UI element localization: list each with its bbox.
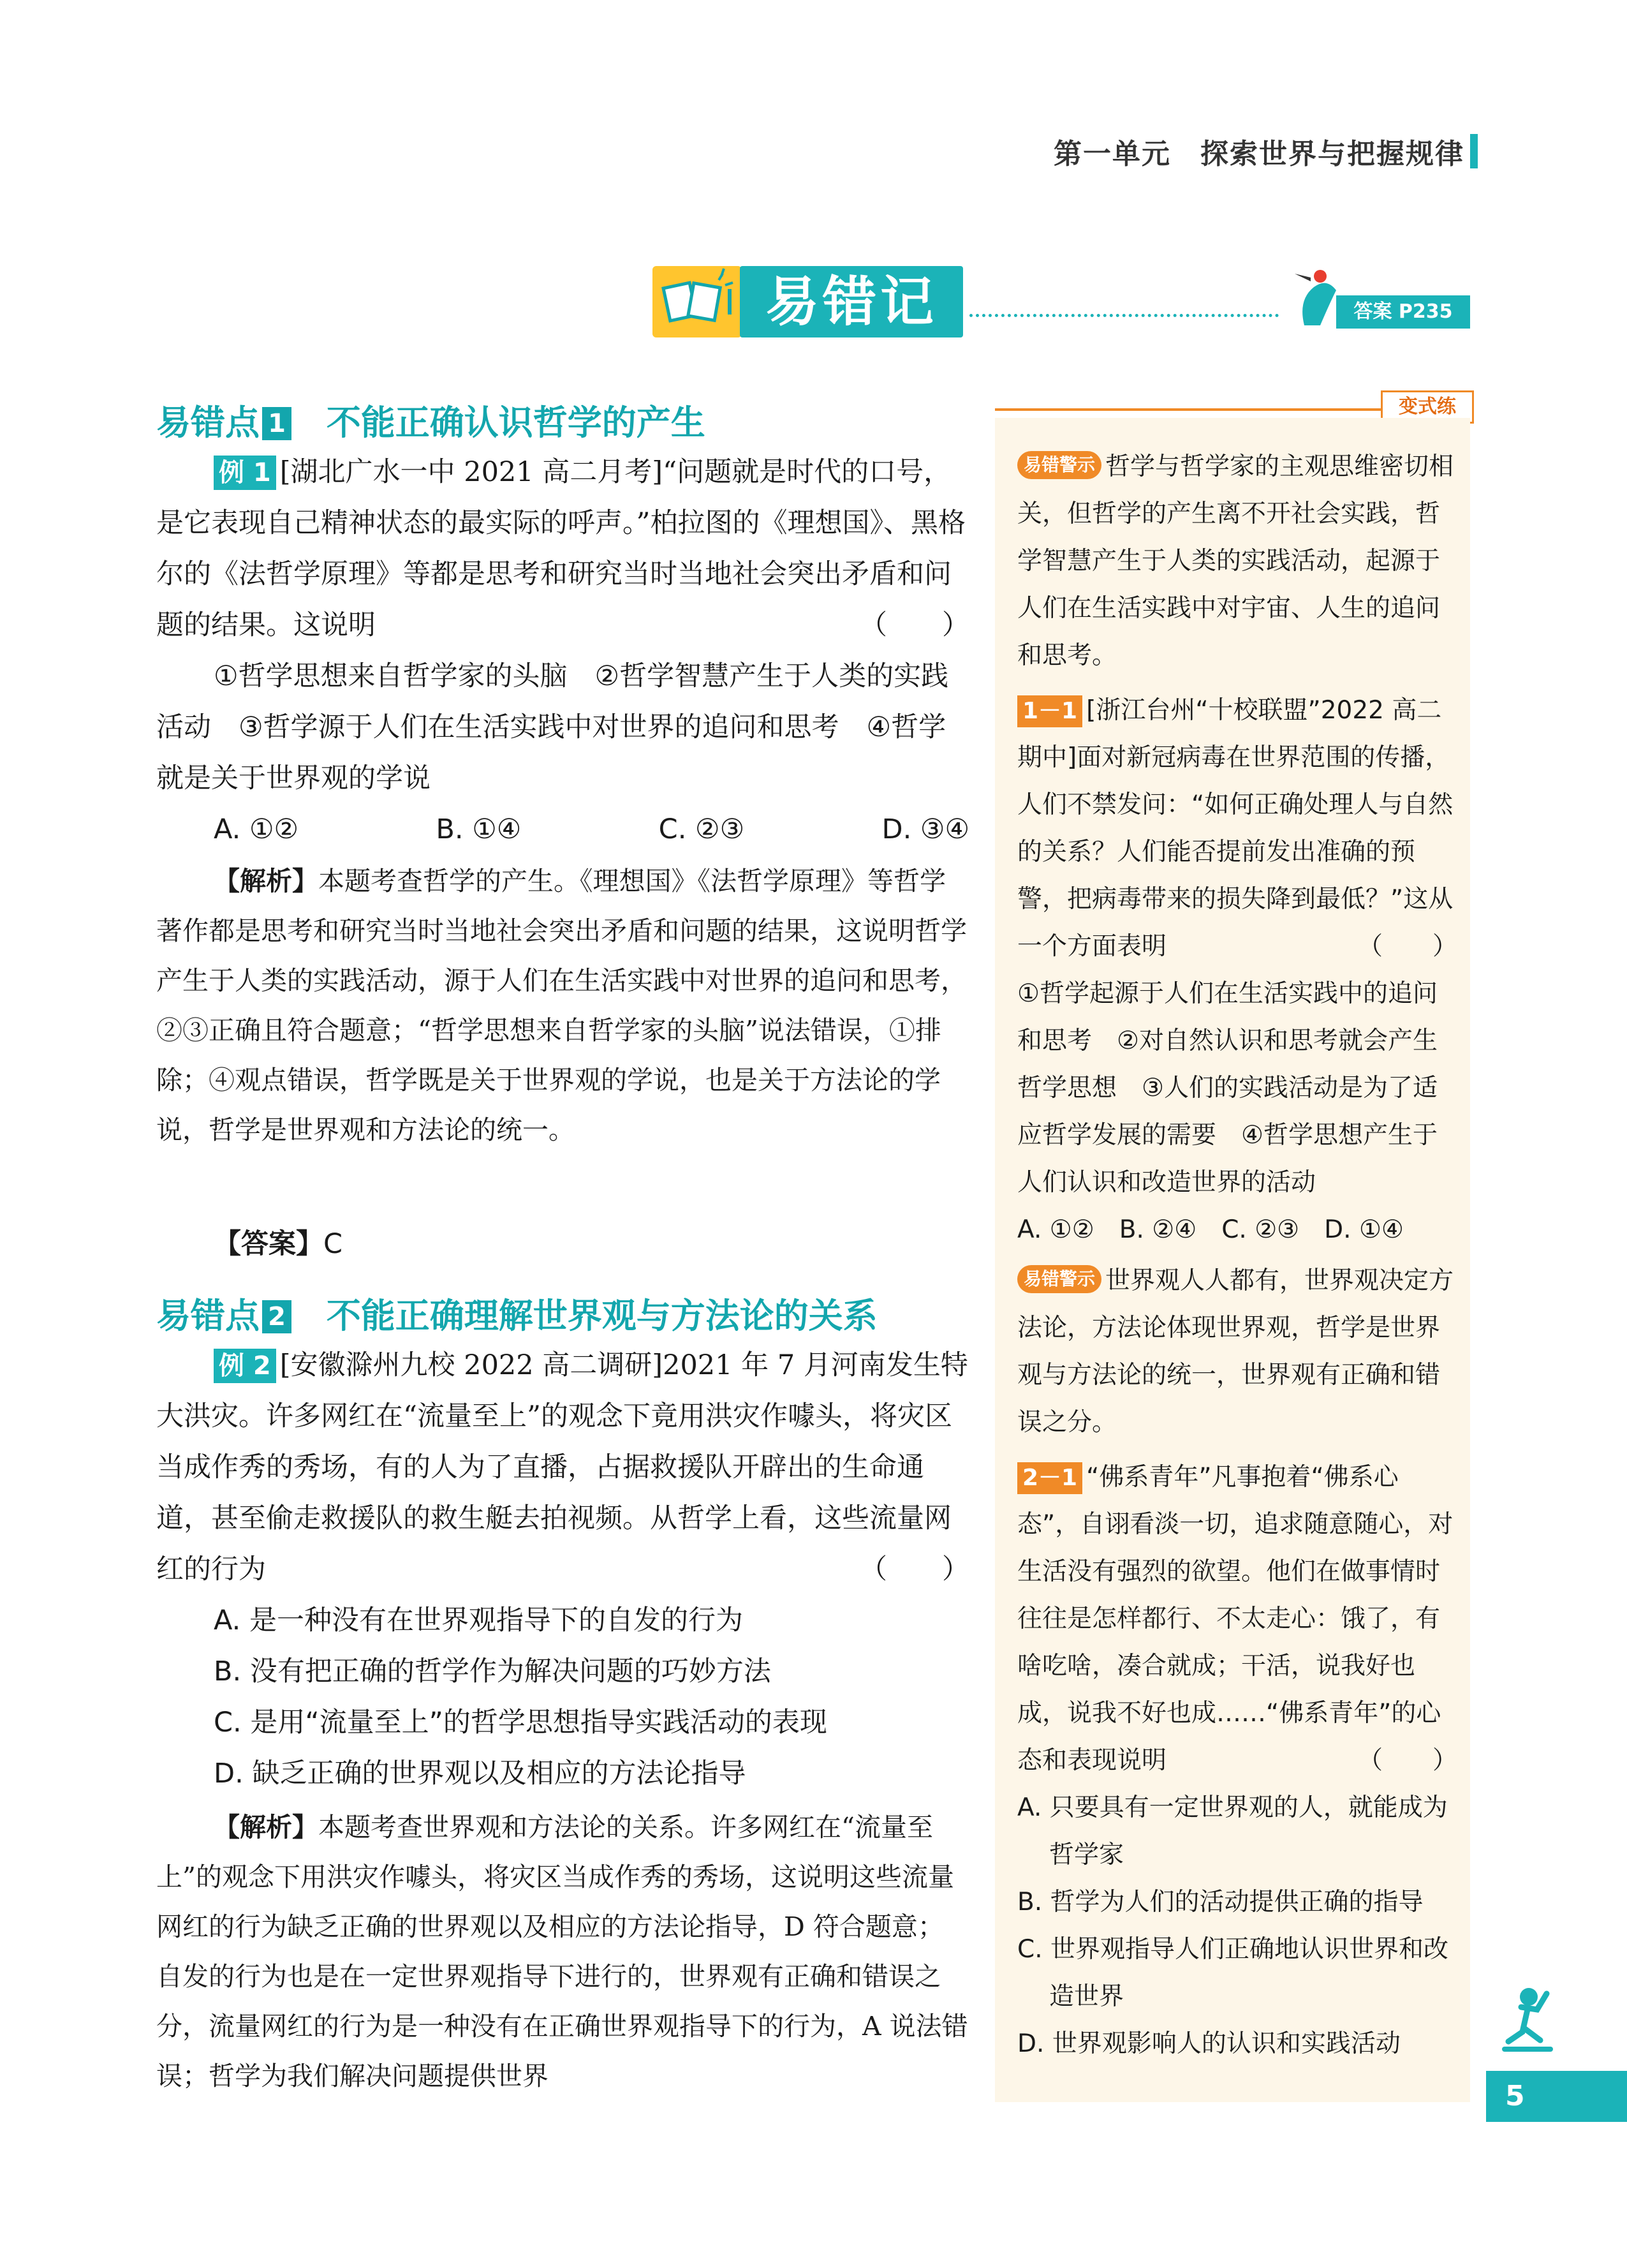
example-tag: 例 1 bbox=[214, 456, 276, 490]
analysis-text: 本题考查哲学的产生。《理想国》《法哲学原理》等哲学著作都是思考和研究当时当地社会突出矛盾和问题的结果，这说明哲学产生于人类的实践活动，源于人们在生活实践中对世界的追问和思考，②③正确且符合题意；“哲学思想来自哲学家的头脑”说法错误，①排除；④观点错误，哲学既是关于世界观的学说，也是关于方法论的学说，哲学是世界观和方法论的统一。 bbox=[156, 866, 967, 1145]
answer-value: C bbox=[323, 1228, 343, 1260]
example-2-stem bbox=[156, 1340, 969, 1595]
divider bbox=[969, 314, 1279, 317]
option-a: A. ①② bbox=[214, 813, 299, 845]
error-point-1-heading bbox=[156, 396, 705, 445]
variant-practice-tag: 变式练 bbox=[1381, 390, 1474, 424]
sidebar-content bbox=[1017, 443, 1457, 2068]
answer-paren: （ ） bbox=[860, 1553, 969, 1585]
practice-stem: [浙江台州“十校联盟”2022 高二期中]面对新冠病毒在世界范围的传播，人们不禁发问：“如何正确处理人与自然的关系？人们能否提前发出准确的预警，把病毒带来的损失降到最低？”这从一个方面表明 bbox=[1017, 696, 1454, 961]
analysis-label: 【解析】 bbox=[214, 1812, 318, 1842]
section-title: 易错记 bbox=[740, 266, 963, 337]
practice-1-1-statements: ①哲学起源于人们在生活实践中的追问和思考 ②对自然认识和思考就会产生哲学思想 ③人们的实践活动是为了适应哲学发展的需要 ④哲学思想产生于人们认识和改造世界的活动 bbox=[1017, 979, 1438, 1197]
example-1-stem bbox=[156, 447, 969, 651]
answer-label: 【答案】 bbox=[214, 1228, 323, 1260]
option-a: A. 是一种没有在世界观指导下的自发的行为 bbox=[214, 1605, 743, 1636]
answer-paren: （ ） bbox=[1357, 932, 1457, 961]
option-d: D. ③④ bbox=[881, 813, 969, 845]
warning-tag: 易错警示 bbox=[1017, 1265, 1101, 1293]
error-point-title: 不能正确认识哲学的产生 bbox=[326, 403, 705, 443]
page-number: 5 bbox=[1486, 2071, 1627, 2122]
unit-title: 第一单元 探索世界与把握规律 bbox=[1054, 138, 1464, 170]
unit-title-bar bbox=[1470, 134, 1478, 168]
warning-2 bbox=[1017, 1257, 1457, 1446]
warning-text: 世界观人人都有，世界观决定方法论，方法论体现世界观，哲学是世界观与方法论的统一，世界观有正确和错误之分。 bbox=[1017, 1266, 1454, 1437]
analysis-text: 本题考查世界观和方法论的关系。许多网红在“流量至上”的观念下用洪灾作噱头，将灾区当成作秀的秀场，这说明这些流量网红的行为缺乏正确的世界观以及相应的方法论指导，D 符合题意；自发的行为也是在一定世界观指导下进行的，世界观有正确和错误之分，流量网红的行为是一种没有在正确世界观指导下的行为，A 说法错误；哲学为我们解决问题提供世界 bbox=[156, 1812, 968, 2091]
practice-tag: 2－1 bbox=[1017, 1462, 1082, 1494]
option-b: B. 没有把正确的哲学作为解决问题的巧妙方法 bbox=[214, 1656, 771, 1687]
option-c: C. 是用“流量至上”的哲学思想指导实践活动的表现 bbox=[214, 1707, 827, 1738]
practice-tag: 1－1 bbox=[1017, 695, 1082, 727]
option-c: C. ②③ bbox=[658, 813, 745, 845]
example-1-statements: ①哲学思想来自哲学家的头脑 ②哲学智慧产生于人类的实践活动 ③哲学源于人们在生活实践中对世界的追问和思考 ④哲学就是关于世界观的学说 bbox=[156, 660, 949, 794]
woodpecker-icon bbox=[1292, 265, 1343, 329]
skateboarder-icon bbox=[1483, 1978, 1572, 2067]
option-a: A. 只要具有一定世界观的人，就能成为哲学家 bbox=[1017, 1793, 1448, 1869]
option-b: B. ①④ bbox=[436, 813, 522, 845]
example-2-analysis bbox=[156, 1802, 969, 2101]
answer-reference: 答案 P235 bbox=[1336, 295, 1470, 329]
example-1-options bbox=[156, 804, 969, 855]
analysis-label: 【解析】 bbox=[214, 866, 318, 896]
error-point-number: 1 bbox=[262, 407, 291, 440]
option-c: C. 世界观指导人们正确地认识世界和改造世界 bbox=[1017, 1935, 1449, 2011]
option-b: B. 哲学为人们的活动提供正确的指导 bbox=[1017, 1888, 1424, 1916]
option-d: D. 世界观影响人的认识和实践活动 bbox=[1017, 2029, 1401, 2058]
practice-2-1 bbox=[1017, 1454, 1457, 1784]
warning-1 bbox=[1017, 443, 1457, 679]
books-icon bbox=[652, 266, 742, 337]
warning-text: 哲学与哲学家的主观思维密切相关，但哲学的产生离不开社会实践，哲学智慧产生于人类的实践活动，起源于人们在生活实践中对宇宙、人生的追问和思考。 bbox=[1017, 452, 1454, 670]
answer-paren: （ ） bbox=[860, 609, 969, 641]
example-2-options bbox=[214, 1595, 969, 1799]
practice-1-1 bbox=[1017, 687, 1457, 970]
error-point-label: 易错点 bbox=[156, 403, 260, 443]
error-point-2-heading bbox=[156, 1289, 878, 1338]
example-stem-text: [安徽滁州九校 2022 高二调研]2021 年 7 月河南发生特大洪灾。许多网红在“流量至上”的观念下竟用洪灾作噱头，将灾区当成作秀的秀场，有的人为了直播，占据救援队开辟出的生命通道，甚至偷走救援队的救生艇去拍视频。从哲学上看，这些流量网红的行为 bbox=[156, 1349, 968, 1585]
answer-paren: （ ） bbox=[1357, 1746, 1457, 1775]
example-1-analysis bbox=[156, 856, 969, 1155]
practice-stem: “佛系青年”凡事抱着“佛系心态”，自诩看淡一切，追求随意随心，对生活没有强烈的欲望。他们在做事情时往往是怎样都行、不太走心：饿了，有啥吃啥，凑合就成；干活，说我好也成，说我不好也成……“佛系青年”的心态和表现说明 bbox=[1017, 1463, 1454, 1775]
example-tag: 例 2 bbox=[214, 1349, 276, 1383]
error-point-number: 2 bbox=[262, 1300, 291, 1333]
warning-tag: 易错警示 bbox=[1017, 451, 1101, 479]
option-d: D. 缺乏正确的世界观以及相应的方法论指导 bbox=[214, 1758, 746, 1790]
error-point-title: 不能正确理解世界观与方法论的关系 bbox=[326, 1296, 878, 1336]
error-point-label: 易错点 bbox=[156, 1296, 260, 1336]
example-stem-text: [湖北广水一中 2021 高二月考]“问题就是时代的口号，是它表现自己精神状态的最实际的呼声。”柏拉图的《理想国》、黑格尔的《法哲学原理》等都是思考和研究当时当地社会突出矛盾和问题的结果。这说明 bbox=[156, 456, 966, 641]
example-1-answer bbox=[214, 1219, 342, 1270]
practice-1-1-options: A. ①② B. ②④ C. ②③ D. ①④ bbox=[1017, 1215, 1404, 1244]
